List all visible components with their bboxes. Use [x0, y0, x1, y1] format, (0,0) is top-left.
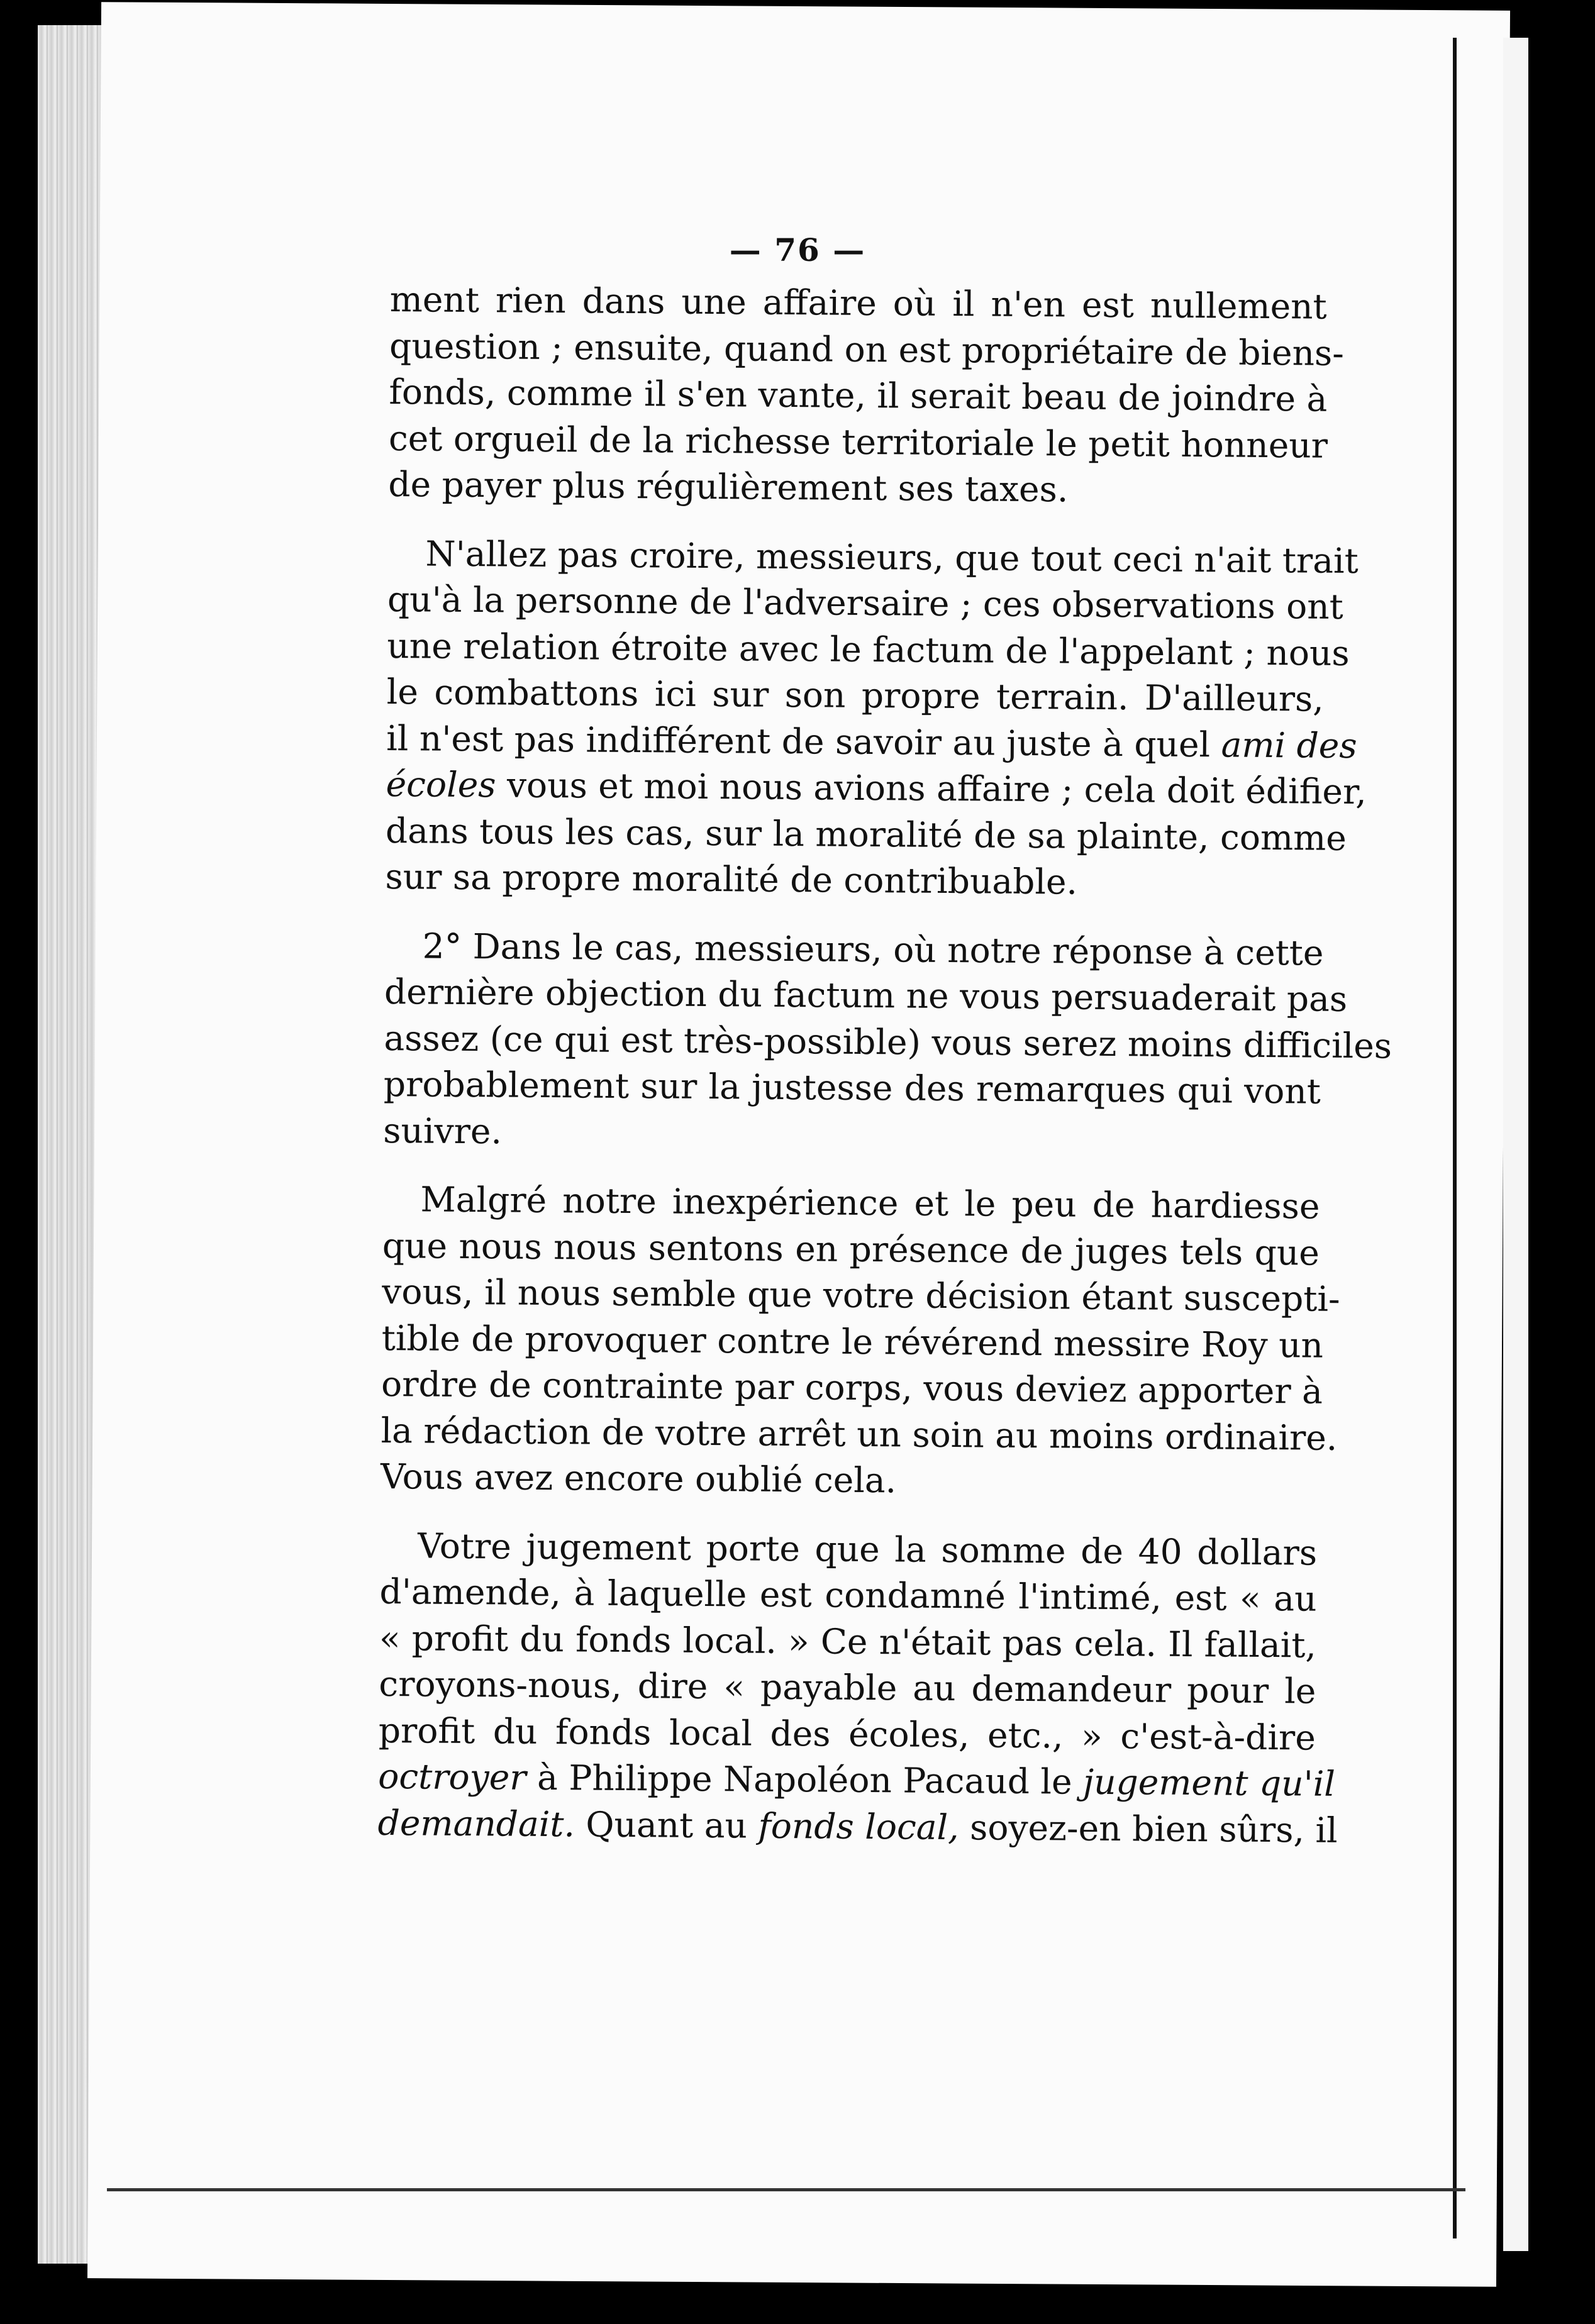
text-segment: il n'est pas indifférent de savoir au juste à quel — [386, 717, 1211, 765]
right-page-edge — [1503, 38, 1528, 2251]
text-line: qu'à la personne de l'adversaire ; ces observations ont — [387, 578, 1344, 627]
italic-text: ami des — [1221, 724, 1357, 766]
text-line: ordre de contrainte par corps, vous deviez apporter à — [381, 1363, 1323, 1412]
paragraph-3 — [383, 922, 1392, 1161]
text-line: que nous nous sentons en présence de juges tels que — [382, 1225, 1320, 1273]
text-segment: soyez-en bien sûrs, il — [969, 1807, 1338, 1851]
text-line: assez (ce qui est très-possible) vous serez moins difficiles — [384, 1017, 1392, 1066]
text-line: suivre. — [383, 1110, 503, 1151]
paragraph-5 — [377, 1522, 1338, 1853]
paragraph-2 — [385, 530, 1367, 907]
text-line: dernière objection du factum ne vous persuaderait pas — [384, 971, 1348, 1019]
text-line: vous, il nous semble que votre décision étant suscepti- — [382, 1271, 1340, 1319]
text-line: croyons-nous, dire « payable au demandeur pour le — [379, 1663, 1316, 1712]
text-line: d'amende, à laquelle est condamné l'intimé, est « au — [379, 1571, 1317, 1619]
text-line: tible de provoquer contre le révérend messire Roy un — [381, 1317, 1324, 1366]
text-line — [386, 715, 1357, 768]
text-line: sur sa propre moralité de contribuable. — [385, 856, 1078, 902]
text-line: de payer plus régulièrement ses taxes. — [388, 463, 1069, 510]
text-line: « profit du fonds local. » Ce n'était pas cela. Il fallait, — [379, 1617, 1317, 1666]
text-line: une relation étroite avec le factum de l'appelant ; nous — [387, 625, 1350, 673]
text-line: probablement sur la justesse des remarques qui vont — [383, 1063, 1321, 1112]
text-line: Votre jugement porte que la somme de 40 dollars — [417, 1525, 1318, 1573]
page-bottom-edge — [107, 2188, 1465, 2191]
text-segment: à Philippe Napoléon Pacaud le — [536, 1757, 1072, 1802]
page-border-line — [1453, 38, 1457, 2238]
text-line: dans tous les cas, sur la moralité de sa plainte, comme — [385, 810, 1347, 858]
text-segment: Quant au — [586, 1804, 748, 1846]
text-line: ment rien dans une affaire où il n'en est nullement — [389, 279, 1327, 327]
text-line: question ; ensuite, quand on est propriétaire de biens- — [389, 325, 1345, 374]
italic-text: écoles — [386, 763, 496, 805]
italic-text: jugement qu'il — [1082, 1761, 1336, 1804]
text-line — [377, 1800, 1338, 1853]
text-line — [378, 1754, 1336, 1807]
text-segment: vous et moi nous avions affaire ; cela doit édifier, — [506, 765, 1367, 812]
text-line: cet orgueil de la richesse territoriale le petit honneur — [388, 418, 1328, 466]
body-text — [377, 277, 1392, 1876]
page-number: — 76 — — [729, 231, 866, 268]
italic-text: fonds local, — [758, 1805, 959, 1847]
paragraph-1 — [388, 277, 1345, 515]
italic-text: demandait. — [377, 1802, 575, 1844]
text-line: Vous avez encore oublié cela. — [380, 1456, 897, 1501]
text-line: N'allez pas croire, messieurs, que tout ceci n'ait trait — [425, 533, 1359, 581]
text-line: fonds, comme il s'en vante, il serait beau de joindre à — [389, 371, 1328, 419]
paragraph-4 — [380, 1176, 1340, 1507]
text-line: 2° Dans le cas, messieurs, où notre réponse à cette — [422, 925, 1324, 973]
text-line: le combattons ici sur son propre terrain. D'ailleurs, — [386, 671, 1325, 719]
text-line: la rédaction de votre arrêt un soin au moins ordinaire. — [381, 1410, 1338, 1458]
text-line: Malgré notre inexpérience et le peu de hardiesse — [420, 1179, 1320, 1227]
text-line — [386, 761, 1367, 815]
italic-text: octroyer — [378, 1756, 526, 1798]
text-line: profit du fonds local des écoles, etc., » c'est-à-dire — [378, 1710, 1316, 1758]
